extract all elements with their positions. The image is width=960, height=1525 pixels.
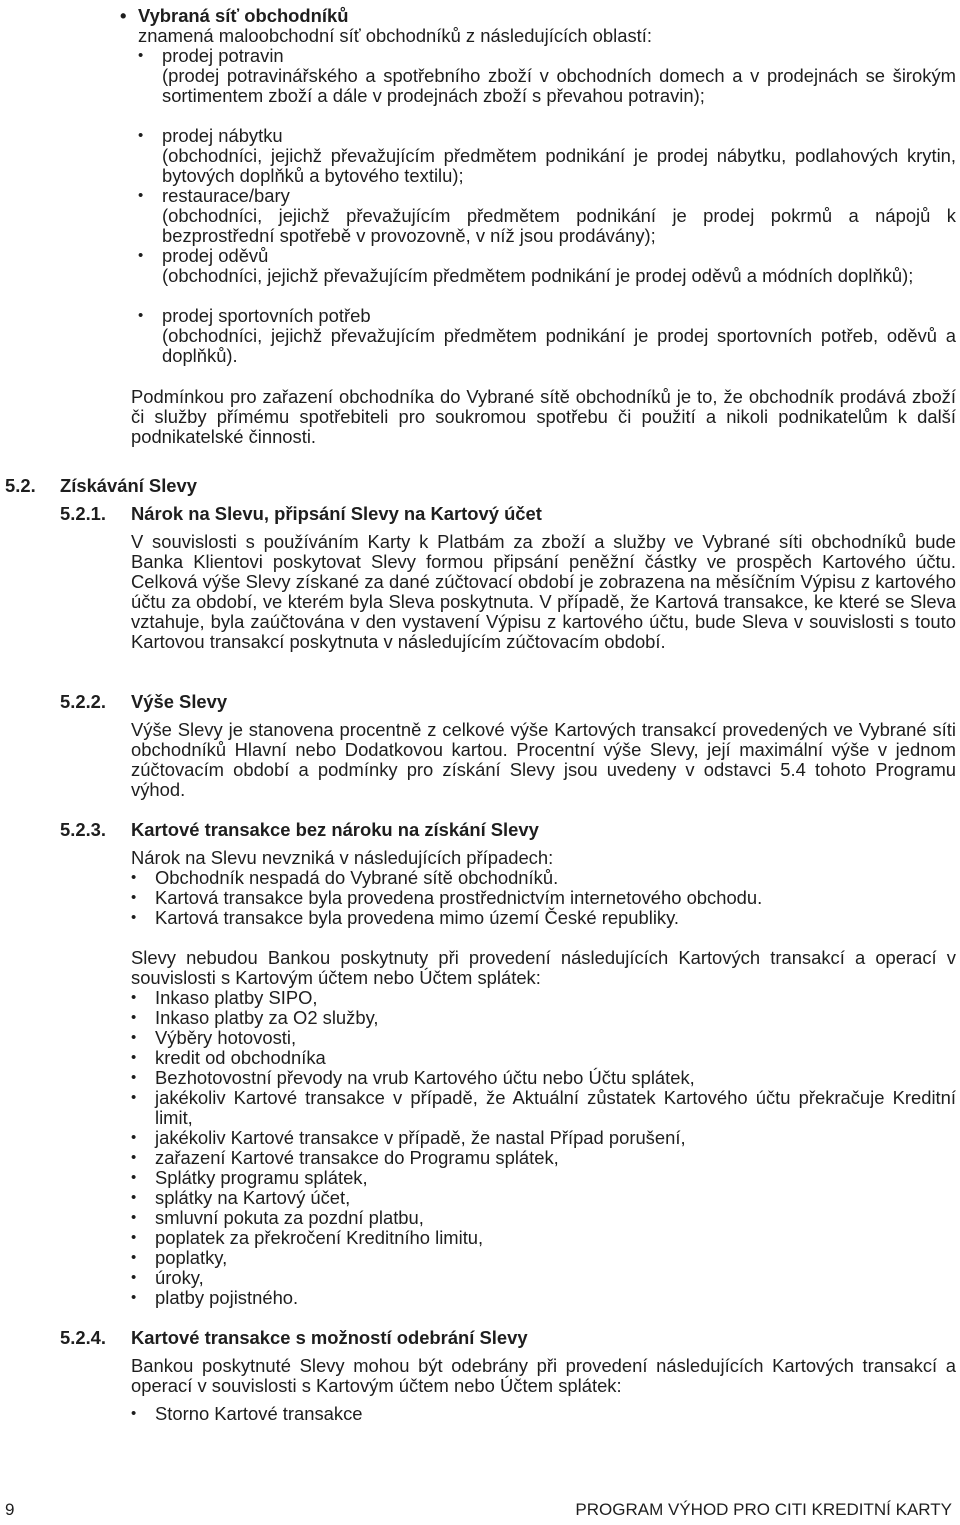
list-item: • jakékoliv Kartové transakce v případě, že Aktuální zůstatek Kartového účtu překračuje Kreditní limit, <box>131 1088 956 1128</box>
subsection-title: Výše Slevy <box>131 691 228 712</box>
list-item <box>138 46 956 126</box>
list-item <box>138 126 956 186</box>
list-item: • Inkaso platby za O2 služby, <box>131 1008 956 1028</box>
revocable-list <box>131 1404 956 1424</box>
subsection-number: 5.2.4. <box>60 1327 107 1348</box>
list-item <box>138 186 956 246</box>
no-discount-list <box>131 868 956 928</box>
list-item: • Splátky programu splátek, <box>131 1168 956 1188</box>
subsection-body: V souvislosti s používáním Karty k Platbám za zboží a služby ve Vybrané síti obchodníků bude Banka Klientovi poskytovat Slevy formou připsání peněžní částky ve prospěch Kartového účtu. Celková výše Slevy získané za dané zúčtovací období je zobrazena na měsíčním Výpisu z kartového účtu za období, ve kterém byla Sleva poskytnuta. V případě, že Kartová transakce, ke které se Sleva vztahuje, byla zaúčtována v den vystavení Výpisu z kartového účtu, bude Sleva v souvislosti s touto Kartovou transakcí poskytnuta v následujícím zúčtovacím období. <box>131 531 956 652</box>
retail-area-list <box>138 46 956 366</box>
list-item-title: • prodej nábytku <box>162 125 283 146</box>
subsection-number: 5.2.3. <box>60 819 107 840</box>
list-item-title: • prodej potravin <box>162 45 284 66</box>
list-item: • Storno Kartové transakce <box>131 1404 956 1424</box>
list-item: • Obchodník nespadá do Vybrané sítě obchodníků. <box>131 868 956 888</box>
list-item: • Kartová transakce byla provedena mimo území České republiky. <box>131 908 956 928</box>
section-heading-vybrana: Vybraná síť obchodníků <box>138 5 349 26</box>
list-item: • úroky, <box>131 1268 956 1288</box>
list-item: • Bezhotovostní převody na vrub Kartového účtu nebo Účtu splátek, <box>131 1068 956 1088</box>
subsection-title: Kartové transakce bez nároku na získání Slevy <box>131 819 539 840</box>
list-item-desc: (prodej potravinářského a spotřebního zboží v obchodních domech a v prodejnách se širokým sortimentem zboží a dále v prodejnách zboží s převahou potravin); <box>162 65 956 106</box>
subsection-title: Nárok na Slevu, připsání Slevy na Kartový účet <box>131 503 542 524</box>
list-item: • Inkaso platby SIPO, <box>131 988 956 1008</box>
list-item: • zařazení Kartové transakce do Programu splátek, <box>131 1148 956 1168</box>
subsection-body: Bankou poskytnuté Slevy mohou být odebrány při provedení následujících Kartových transakcí a operací v souvislosti s Kartovým účtem nebo Účtem splátek: <box>131 1355 956 1396</box>
list-item: • Výběry hotovosti, <box>131 1028 956 1048</box>
subsection-intro-2: Slevy nebudou Bankou poskytnuty při provedení následujících Kartových transakcí a operací v souvislosti s Kartovým účtem nebo Účtem splátek: <box>131 947 956 988</box>
section-number: 5.2. <box>5 475 36 496</box>
list-item-desc: (obchodníci, jejichž převažujícím předmětem podnikání je prodej sportovních potřeb, oděvů a doplňků). <box>162 325 956 366</box>
page-number: 9 <box>5 1500 15 1519</box>
document-title-footer: PROGRAM VÝHOD PRO CITI KREDITNÍ KARTY <box>575 1500 952 1519</box>
list-item: • Kartová transakce byla provedena prostřednictvím internetového obchodu. <box>131 888 956 908</box>
list-item <box>138 306 956 366</box>
list-item: • splátky na Kartový účet, <box>131 1188 956 1208</box>
condition-paragraph: Podmínkou pro zařazení obchodníka do Vybrané sítě obchodníků je to, že obchodník prodává zboží či služby přímému spotřebiteli pro soukromou spotřebu či použití a nikoli podnikatelům k další podnikatelské činnosti. <box>131 386 956 447</box>
list-item-desc: (obchodníci, jejichž převažujícím předmětem podnikání je prodej nábytku, podlahových krytin, bytových doplňků a bytového textilu); <box>162 145 956 186</box>
list-item-desc: (obchodníci, jejichž převažujícím předmětem podnikání je prodej oděvů a módních doplňků); <box>162 265 914 286</box>
list-item: • smluvní pokuta za pozdní platbu, <box>131 1208 956 1228</box>
list-item: • platby pojistného. <box>131 1288 956 1308</box>
list-item <box>138 246 956 306</box>
section-title: Získávání Slevy <box>60 475 197 496</box>
subsection-number: 5.2.1. <box>60 503 107 524</box>
section-intro: znamená maloobchodní síť obchodníků z následujících oblastí: <box>138 25 652 46</box>
subsection-body: Výše Slevy je stanovena procentně z celkové výše Kartových transakcí provedených ve Vybrané síti obchodníků Hlavní nebo Dodatkovou kartou. Procentní výše Slevy, její maximální výše v jednom zúčtovacím období a podmínky pro získání Slevy jsou uvedeny v odstavci 5.4 tohoto Programu výhod. <box>131 719 956 800</box>
list-item-title: • prodej oděvů <box>162 245 269 266</box>
list-item: • poplatek za překročení Kreditního limitu, <box>131 1228 956 1248</box>
excluded-transactions-list <box>131 988 956 1308</box>
list-item: • kredit od obchodníka <box>131 1048 956 1068</box>
list-item-desc: (obchodníci, jejichž převažujícím předmětem podnikání je prodej pokrmů a nápojů k bezprostřední spotřebě v provozovně, v níž jsou prodávány); <box>162 205 956 246</box>
list-item: • poplatky, <box>131 1248 956 1268</box>
heading-bullet: • <box>120 5 127 26</box>
subsection-intro: Nárok na Slevu nevzniká v následujících případech: <box>131 847 554 868</box>
subsection-title: Kartové transakce s možností odebrání Slevy <box>131 1327 528 1348</box>
list-item-title: • prodej sportovních potřeb <box>162 305 371 326</box>
subsection-number: 5.2.2. <box>60 691 107 712</box>
list-item-title: • restaurace/bary <box>162 185 290 206</box>
list-item: • jakékoliv Kartové transakce v případě, že nastal Případ porušení, <box>131 1128 956 1148</box>
